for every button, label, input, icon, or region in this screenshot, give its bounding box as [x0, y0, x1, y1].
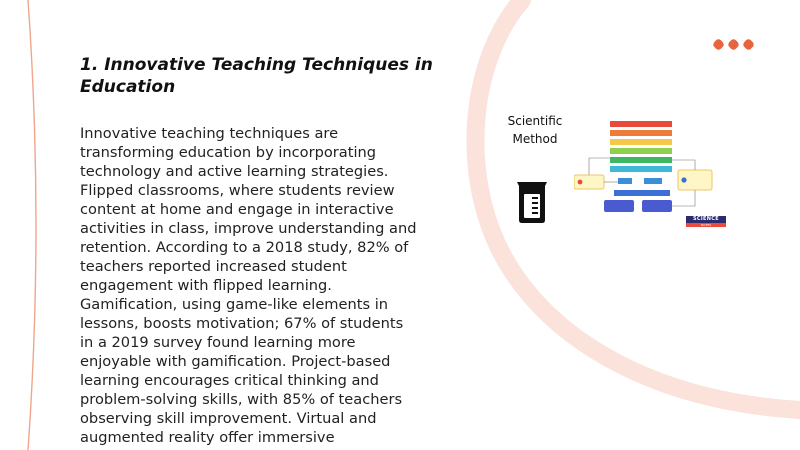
brand-word: SCIENCE	[686, 216, 726, 223]
dot	[712, 38, 725, 51]
flow-connector	[672, 160, 695, 170]
image-title-line1: Scientific	[507, 114, 563, 128]
flow-connector	[589, 158, 610, 175]
image-title	[502, 112, 568, 148]
flowchart-diagram	[574, 118, 724, 228]
brand-logo	[686, 216, 726, 227]
left-edge-curve	[28, 0, 36, 450]
image-title-line2: Method	[512, 132, 558, 146]
flow-node-icon	[681, 177, 686, 182]
flow-step	[610, 148, 672, 154]
slide-body-text: Innovative teaching techniques are transforming education by incorporating technology and active learning strategies. Flipped classrooms, where students review content at home and engage in interactive activities in class, improve understanding and retention. According to a 2018 study, 82% of teachers reported increased student engagement with flipped learning. Gamification, using game-like elements in lessons, boosts motivation; 67% of students in a 2019 survey found learning more enjoyable with gamification. Project-based learning encourages critical thinking and problem-solving skills, with 85% of teachers observing skill improvement. Virtual and augmented reality offer immersive	[80, 125, 417, 446]
flow-step	[642, 200, 672, 212]
dot	[727, 38, 740, 51]
beaker-icon	[514, 180, 550, 224]
flow-node-icon	[578, 180, 583, 185]
flow-connector	[672, 190, 695, 206]
flow-step	[610, 139, 672, 145]
slide-title: 1. Innovative Teaching Techniques in Education	[80, 55, 433, 97]
flow-step	[604, 200, 634, 212]
brand-sub: NOTES	[686, 223, 726, 227]
scientific-method-image	[502, 110, 726, 240]
flow-step	[610, 130, 672, 136]
dot	[742, 38, 755, 51]
flow-step	[610, 166, 672, 172]
three-dots-icon	[713, 39, 754, 50]
flow-step	[614, 190, 670, 196]
flow-step	[644, 178, 662, 184]
flow-step	[610, 157, 672, 163]
flow-step	[618, 178, 632, 184]
flow-step	[610, 121, 672, 127]
